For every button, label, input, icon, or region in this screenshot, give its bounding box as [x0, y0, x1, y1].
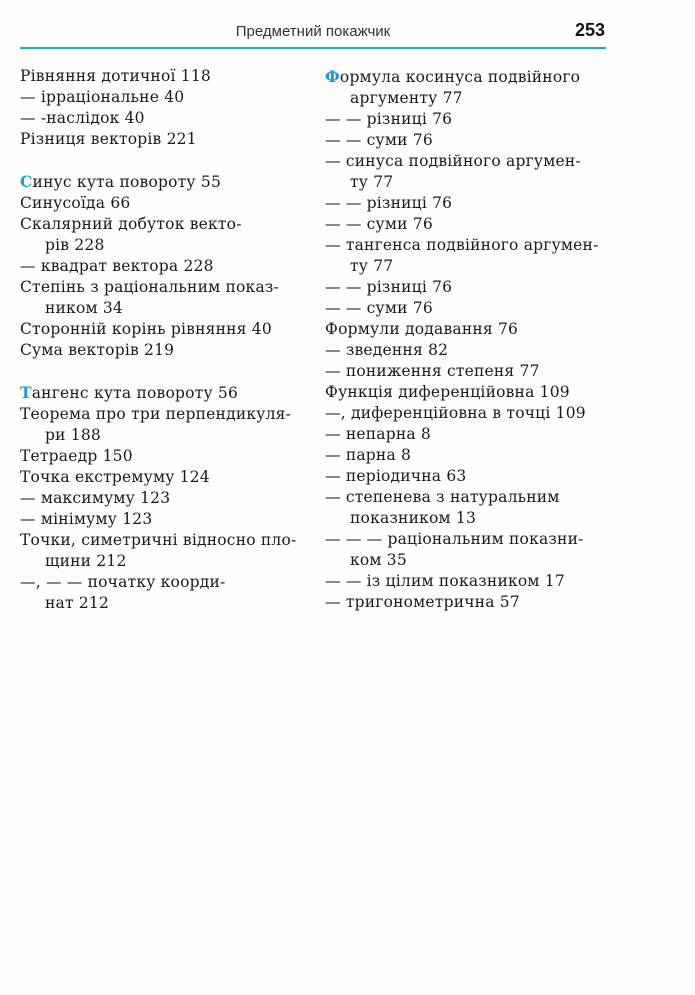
- index-entry: Теорема про три перпендикуля-: [20, 405, 292, 423]
- index-entry: Функція диференційовна 109: [325, 383, 570, 401]
- index-entry-group-start: [20, 171, 310, 193]
- index-entry: — непарна 8: [325, 425, 431, 443]
- page-number: 253: [574, 20, 605, 40]
- letter-initial: Ф: [325, 67, 340, 86]
- index-entry: — -наслідок 40: [20, 109, 145, 127]
- index-entry: Формули додавання 76: [325, 320, 519, 338]
- group-spacer: [20, 361, 310, 382]
- index-entry: Скалярний добуток векто-: [20, 215, 242, 233]
- index-entry: — — із цілим показником 17: [325, 572, 565, 590]
- index-entry: Точки, симетричні відносно пло-: [20, 531, 297, 549]
- index-entry-continuation: нат 212: [45, 594, 110, 612]
- index-entry-group-start: [20, 382, 310, 404]
- index-entry: Різниця векторів 221: [20, 130, 197, 148]
- index-entry: — — суми 76: [325, 215, 433, 233]
- index-entry-continuation: ником 34: [45, 299, 123, 317]
- index-entry: Точка екстремуму 124: [20, 468, 210, 486]
- index-entry: — максимуму 123: [20, 489, 171, 507]
- index-entry-continuation: щини 212: [45, 552, 127, 570]
- section-title: Предметний покажчик: [235, 23, 391, 40]
- index-entry: — ірраціональне 40: [20, 88, 185, 106]
- index-entry-continuation: ту 77: [350, 173, 394, 191]
- index-entry: — — — раціональним показни-: [325, 530, 584, 548]
- index-entry: — пониження степеня 77: [325, 362, 540, 380]
- index-entry: — степенева з натуральним: [325, 488, 560, 506]
- index-entry: Сума векторів 219: [20, 341, 175, 359]
- index-entry: — — різниці 76: [325, 110, 453, 128]
- index-column-right: [325, 66, 615, 613]
- header-divider: [20, 47, 606, 49]
- index-entry: — — суми 76: [325, 131, 433, 149]
- index-entry-continuation: ту 77: [350, 257, 394, 275]
- index-entry: — тригонометрична 57: [325, 593, 520, 611]
- entry-text: ормула косинуса подвійного: [339, 68, 581, 86]
- index-entry: — — різниці 76: [325, 194, 453, 212]
- index-entry: Синусоїда 66: [20, 194, 131, 212]
- index-entry-continuation: аргументу 77: [350, 89, 463, 107]
- index-entry: —, диференційовна в точці 109: [325, 404, 586, 422]
- index-entry: — зведення 82: [325, 341, 449, 359]
- index-column-left: [20, 66, 310, 614]
- index-entry: Степінь з раціональним показ-: [20, 278, 279, 296]
- group-spacer: [20, 150, 310, 171]
- index-entry-continuation: рів 228: [45, 236, 105, 254]
- index-entry: Рівняння дотичної 118: [20, 67, 211, 85]
- index-entry: — — різниці 76: [325, 278, 453, 296]
- index-entry-continuation: ком 35: [350, 551, 407, 569]
- index-entry: — парна 8: [325, 446, 412, 464]
- index-entry: — мінімуму 123: [20, 510, 153, 528]
- index-entry-group-start: [325, 66, 615, 88]
- letter-initial: С: [20, 172, 33, 191]
- index-entry: Тетраедр 150: [20, 447, 133, 465]
- letter-initial: Т: [20, 383, 32, 402]
- index-entry-continuation: показником 13: [350, 509, 477, 527]
- index-entry: — тангенса подвійного аргумен-: [325, 236, 599, 254]
- index-entry: Сторонній корінь рівняння 40: [20, 320, 272, 338]
- entry-text: инус кута повороту 55: [32, 173, 222, 191]
- index-entry: — синуса подвійного аргумен-: [325, 152, 581, 170]
- index-entry-continuation: ри 188: [45, 426, 101, 444]
- index-entry: — періодична 63: [325, 467, 467, 485]
- index-entry: —, — — початку коорди-: [20, 573, 226, 591]
- entry-text: ангенс кута повороту 56: [31, 384, 239, 402]
- index-entry: — — суми 76: [325, 299, 433, 317]
- index-entry: — квадрат вектора 228: [20, 257, 214, 275]
